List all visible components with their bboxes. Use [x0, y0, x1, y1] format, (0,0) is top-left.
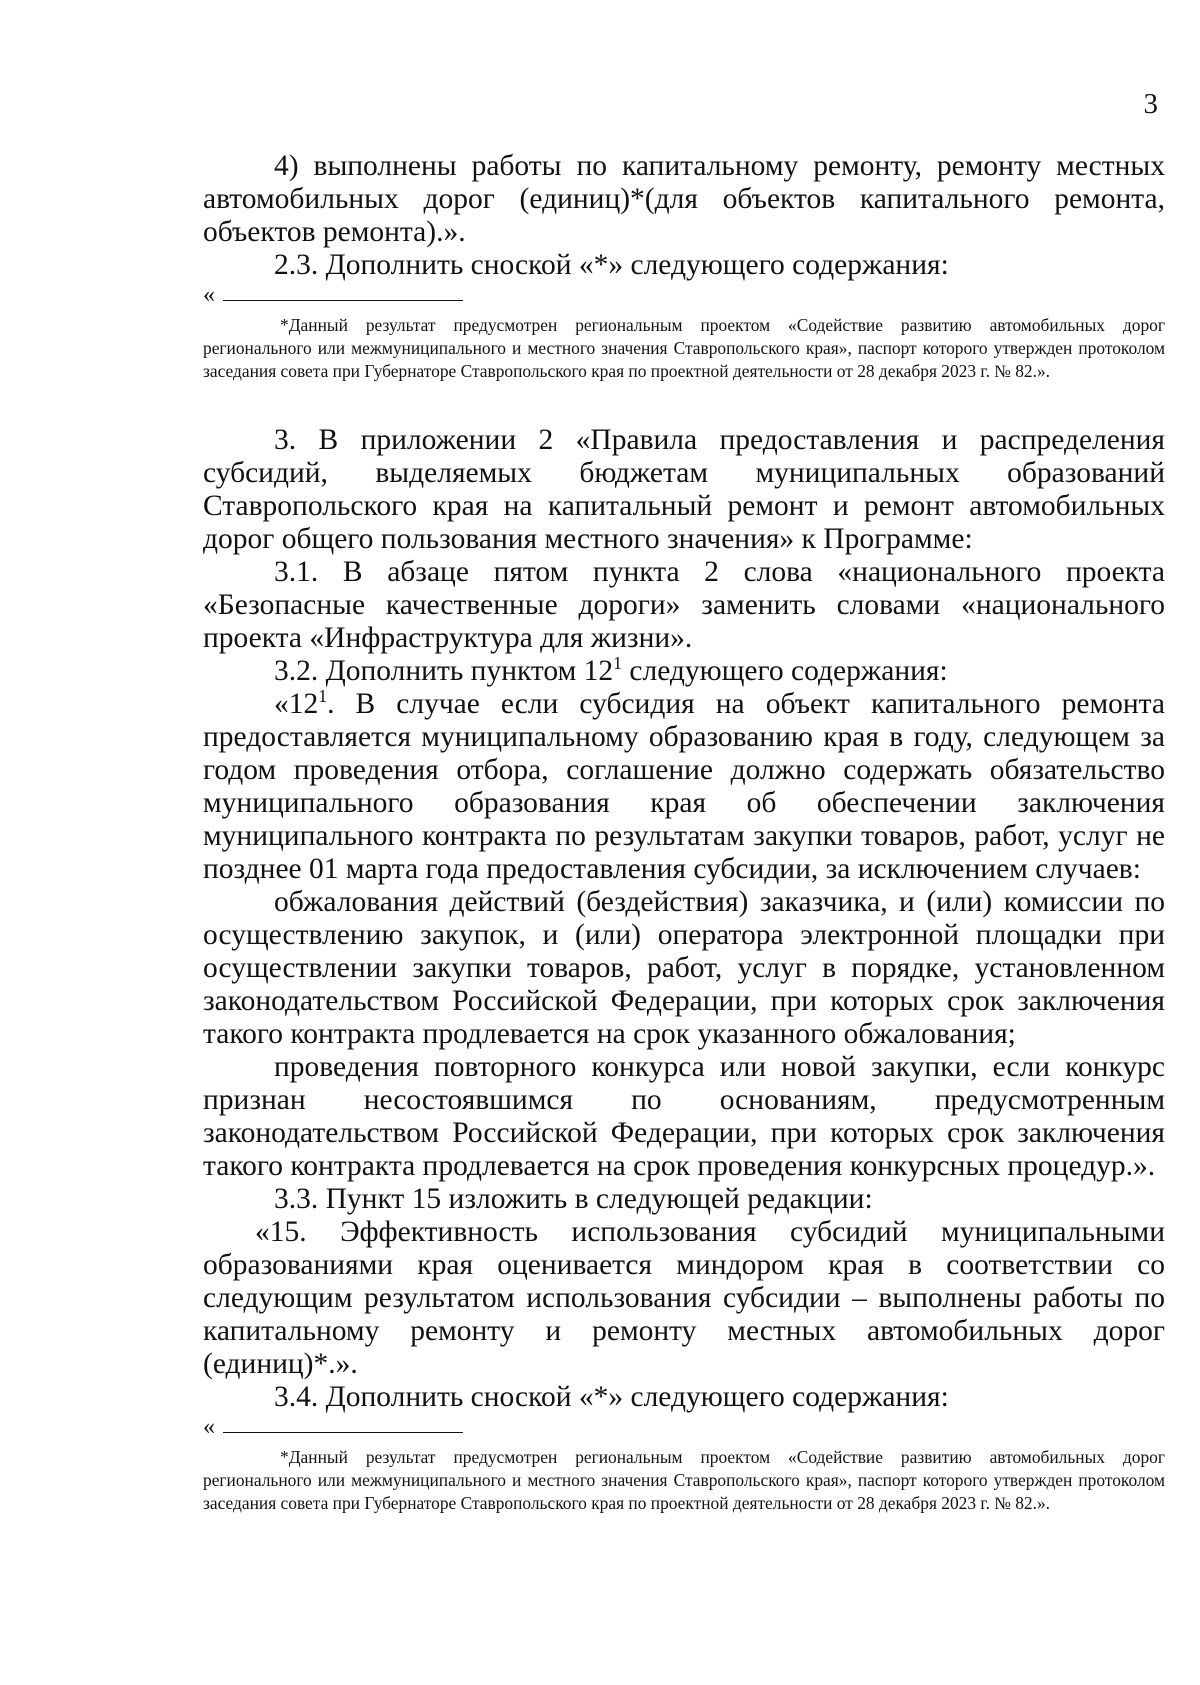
paragraph-item-4: 4) выполнены работы по капитальному ремонту, ремонту местных автомобильных дорог (единиц)*(для объектов капитального ремонта, объектов ремонта).».	[203, 150, 1165, 248]
footnote-2: *Данный результат предусмотрен региональным проектом «Содействие развитию автомобильных дорог регионального или межмуниципального и местного значения Ставропольского края», паспорт которого утвержден протоколом заседания совета при Губернаторе Ставропольского края по проектной деятельности от 28 декабря 2023 г. № 82.».	[203, 1447, 1165, 1513]
paragraph-3: 3. В приложении 2 «Правила предоставления и распределения субсидий, выделяемых бюджетам муниципальных образований Ставропольского края на капитальный ремонт и ремонт автомобильных дорог общего пользования местного значения» к Программе:	[203, 424, 1165, 555]
footnote-rule	[223, 300, 463, 301]
paragraph-repeat-tender: проведения повторного конкурса или новой закупки, если конкурс признан несостоявшимся по основаниям, предусмотренным законодательством Российской Федерации, при которых срок заключения такого контракта продлевается на срок проведения конкурсных процедур.».	[203, 1051, 1165, 1182]
paragraph-3-4: 3.4. Дополнить сноской «*» следующего содержания:	[274, 1381, 949, 1413]
footnote-separator-1	[203, 282, 1165, 310]
document-body	[203, 150, 1165, 1515]
page-number: 3	[1143, 88, 1158, 120]
paragraph-3-1: 3.1. В абзаце пятом пункта 2 слова «национального проекта «Безопасные качественные дороги» заменить словами «национального проекта «Инфраструктура для жизни».	[203, 556, 1165, 654]
paragraph-3-2-tail: следующего содержания:	[622, 655, 948, 687]
paragraph-12-1-body: . В случае если субсидия на объект капитального ремонта предоставляется муниципальному образованию края в году, следующем за годом проведения отбора, соглашение должно содержать обязательство муниципального образования края об обеспечении заключения муниципального контракта по результатам закупки товаров, работ, услуг не позднее 01 марта года предоставления субсидии, за исключением случаев:	[203, 688, 1165, 885]
paragraph-2-3: 2.3. Дополнить сноской «*» следующего содержания:	[274, 249, 949, 281]
footnote-quote-mark: «	[203, 1414, 215, 1440]
paragraph-3-2-text: 3.2. Дополнить пунктом 12	[274, 655, 614, 687]
paragraph-12-1	[203, 688, 1165, 886]
paragraph-15: «15. Эффективность использования субсидий муниципальными образованиями края оценивается миндором края в соответствии со следующим результатом использования субсидии – выполнены работы по капитальному ремонту и ремонту местных автомобильных дорог (единиц)*.».	[203, 1216, 1165, 1380]
superscript: 1	[613, 653, 623, 674]
paragraph-3-3: 3.3. Пункт 15 изложить в следующей редакции:	[274, 1183, 873, 1215]
paragraph-appeal: обжалования действий (бездействия) заказчика, и (или) комиссии по осуществлению закупок, и (или) оператора электронной площадки при осуществлении закупки товаров, работ, услуг в порядке, установленном законодательством Российской Федерации, при которых срок заключения такого контракта продлевается на срок указанного обжалования;	[203, 886, 1165, 1050]
footnote-quote-mark: «	[203, 282, 215, 308]
spacer	[203, 383, 1165, 424]
footnote-rule	[223, 1432, 463, 1433]
paragraph-3-2	[203, 655, 1165, 688]
footnote-1: *Данный результат предусмотрен региональным проектом «Содействие развитию автомобильных дорог регионального или межмуниципального и местного значения Ставропольского края», паспорт которого утвержден протоколом заседания совета при Губернаторе Ставропольского края по проектной деятельности от 28 декабря 2023 г. № 82.».	[203, 315, 1165, 381]
paragraph-12-1-head: «12	[274, 688, 319, 720]
superscript: 1	[318, 686, 328, 707]
footnote-separator-2	[203, 1414, 1165, 1442]
